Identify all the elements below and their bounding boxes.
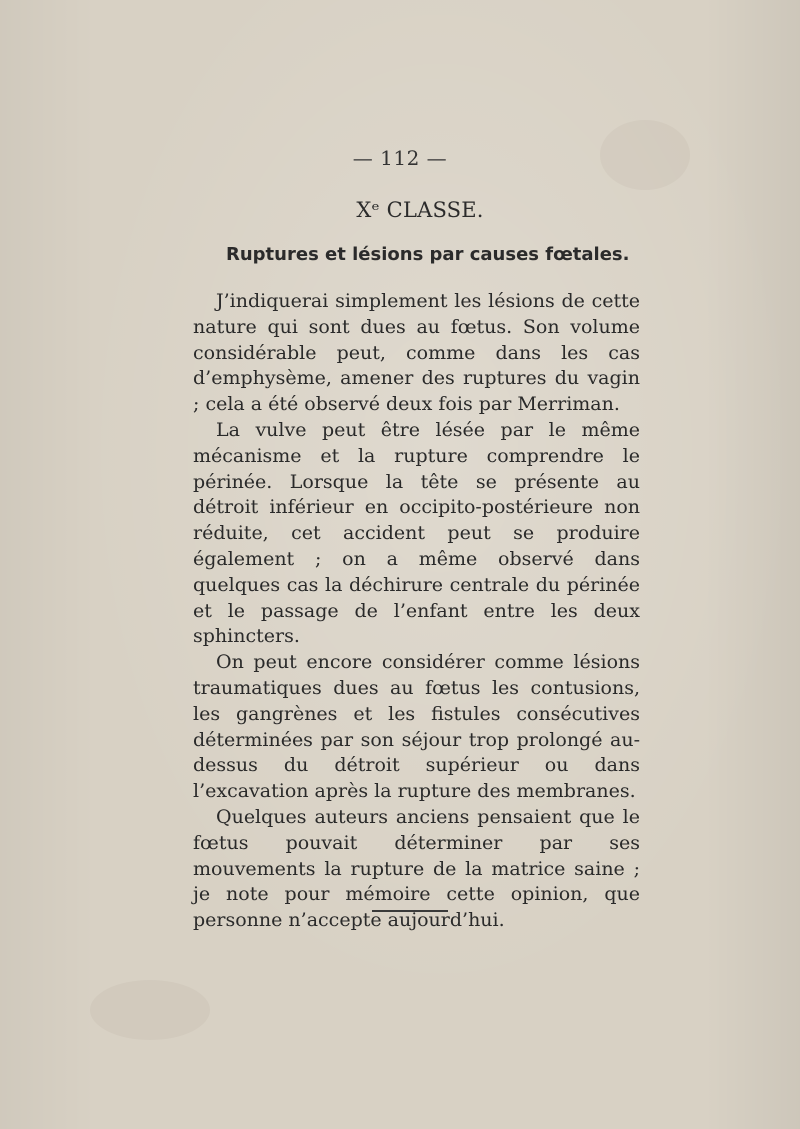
paragraph: Quelques auteurs anciens pensaient que le fœtus pouvait déterminer par ses mouvements la rupture de la matrice saine ; je note pour mémoire cette opinion, que personne n’accepte aujourd’hui. [193,805,640,932]
paragraph: J’indiquerai simplement les lésions de cette nature qui sont dues au fœtus. Son volume considérable peut, comme dans les cas d’emphysème, amener des ruptures du vagin ; cela a été observé deux fois par Merriman. [193,290,640,416]
paragraph: On peut encore considérer comme lésions traumatiques dues au fœtus les contusions, les gangrènes et les fistules consécutives déterminées par son séjour trop prolongé au-dessus du détroit supérieur ou dans l’excavation après la rupture des membranes. [193,651,640,803]
paper-stain [90,980,210,1040]
section-title: Xᵉ CLASSE. [356,198,484,222]
paragraph: La vulve peut être lésée par le même mécanisme et la rupture comprendre le périnée. Lorsque la tête se présente au détroit inférieur en occipito-postérieure non réduite, cet accident peut se produire également ; on a même observé dans quelques cas la déchirure centrale du périnée et le passage de l’enfant entre les deux sphincters. [193,418,640,648]
section-end-rule [372,910,448,912]
page-number: — 112 — [352,146,448,170]
body-text [193,289,640,934]
section-subtitle: Ruptures et lésions par causes fœtales. [226,244,630,265]
